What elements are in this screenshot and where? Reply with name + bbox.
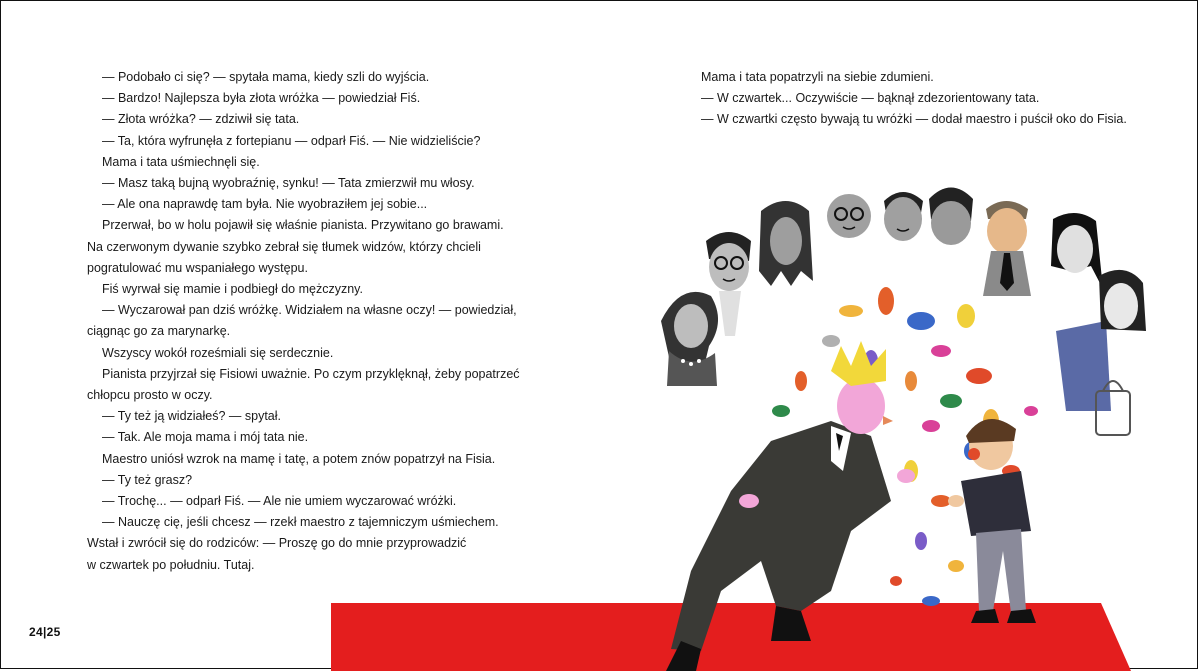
paragraph: Fiś wyrwał się mamie i podbiegł do mężczyzny. (102, 282, 363, 297)
right-page-text (701, 67, 1161, 131)
face-woman-purse (1056, 270, 1146, 435)
face-boy-grey (884, 192, 923, 241)
paragraph: — Tak. Ale moja mama i mój tata nie. (102, 430, 309, 445)
paragraph: — Wyczarował pan dziś wróżkę. Widziałem na własne oczy! — powiedział, (102, 303, 517, 318)
face-woman-black-hair (1051, 213, 1103, 289)
paragraph: — Bardzo! Najlepsza była złota wróżka — powiedział Fiś. (102, 91, 421, 106)
paragraph: Maestro uniósł wzrok na mamę i tatę, a potem znów popatrzył na Fisia. (102, 451, 496, 466)
illustration (331, 171, 1199, 671)
face-man-tie (983, 201, 1031, 296)
paragraph: — Złota wróżka? — zdziwił się tata. (102, 112, 300, 127)
paragraph: — Ty też ją widziałeś? — spytał. (102, 409, 282, 424)
paragraph: — W czwartki często bywają tu wróżki — dodał maestro i puścił oko do Fisia. (701, 112, 1127, 127)
face-glasses-grey (827, 194, 871, 238)
paragraph: chłopcu prosto w oczy. (87, 388, 213, 403)
paragraph: Na czerwonym dywanie szybko zebrał się tłumek widzów, którzy chcieli (87, 239, 481, 254)
paragraph: Wszyscy wokół roześmiali się serdecznie. (102, 345, 334, 360)
paragraph: Wstał i zwrócił się do rodziców: — Proszę go do mnie przyprowadzić (87, 536, 467, 551)
paragraph: — Ty też grasz? (102, 472, 193, 487)
paragraph: Pianista przyjrzał się Fisiowi uważnie. Po czym przyklęknął, żeby popatrzeć (102, 366, 520, 381)
paragraph: — Podobało ci się? — spytała mama, kiedy szli do wyjścia. (102, 70, 430, 84)
paragraph: ciągnąc go za marynarkę. (87, 324, 231, 339)
crowd-faces (661, 188, 1146, 436)
paragraph: — W czwartek... Oczywiście — bąknął zdezorientowany tata. (701, 91, 1040, 106)
boy-fis (948, 419, 1036, 623)
face-woman-dreads (759, 201, 813, 286)
paragraph: Przerwał, bo w holu pojawił się właśnie pianista. Przywitano go brawami. (102, 218, 504, 233)
paragraph: Mama i tata popatrzyli na siebie zdumieni. (701, 70, 934, 84)
paragraph: — Nauczę cię, jeśli chcesz — rzekł maestro z tajemniczym uśmiechem. (102, 515, 499, 530)
page-number: 24|25 (29, 625, 61, 639)
face-messy-hair (929, 188, 973, 246)
paragraph: w czwartek po południu. Tutaj. (87, 557, 255, 572)
face-woman-left (661, 292, 718, 386)
paragraph: — Ale ona naprawdę tam była. Nie wyobraziłem jej sobie... (102, 197, 428, 212)
paragraph: pogratulować mu wspaniałego występu. (87, 260, 308, 275)
paragraph: — Ta, która wyfrunęła z fortepianu — odparł Fiś. — Nie widzieliście? (102, 133, 481, 148)
paragraph: — Trochę... — odparł Fiś. — Ale nie umiem wyczarować wróżki. (102, 494, 457, 509)
paragraph: Mama i tata uśmiechnęli się. (102, 154, 260, 169)
paragraph: — Masz taką bujną wyobraźnię, synku! — Tata zmierzwił mu włosy. (102, 176, 475, 191)
